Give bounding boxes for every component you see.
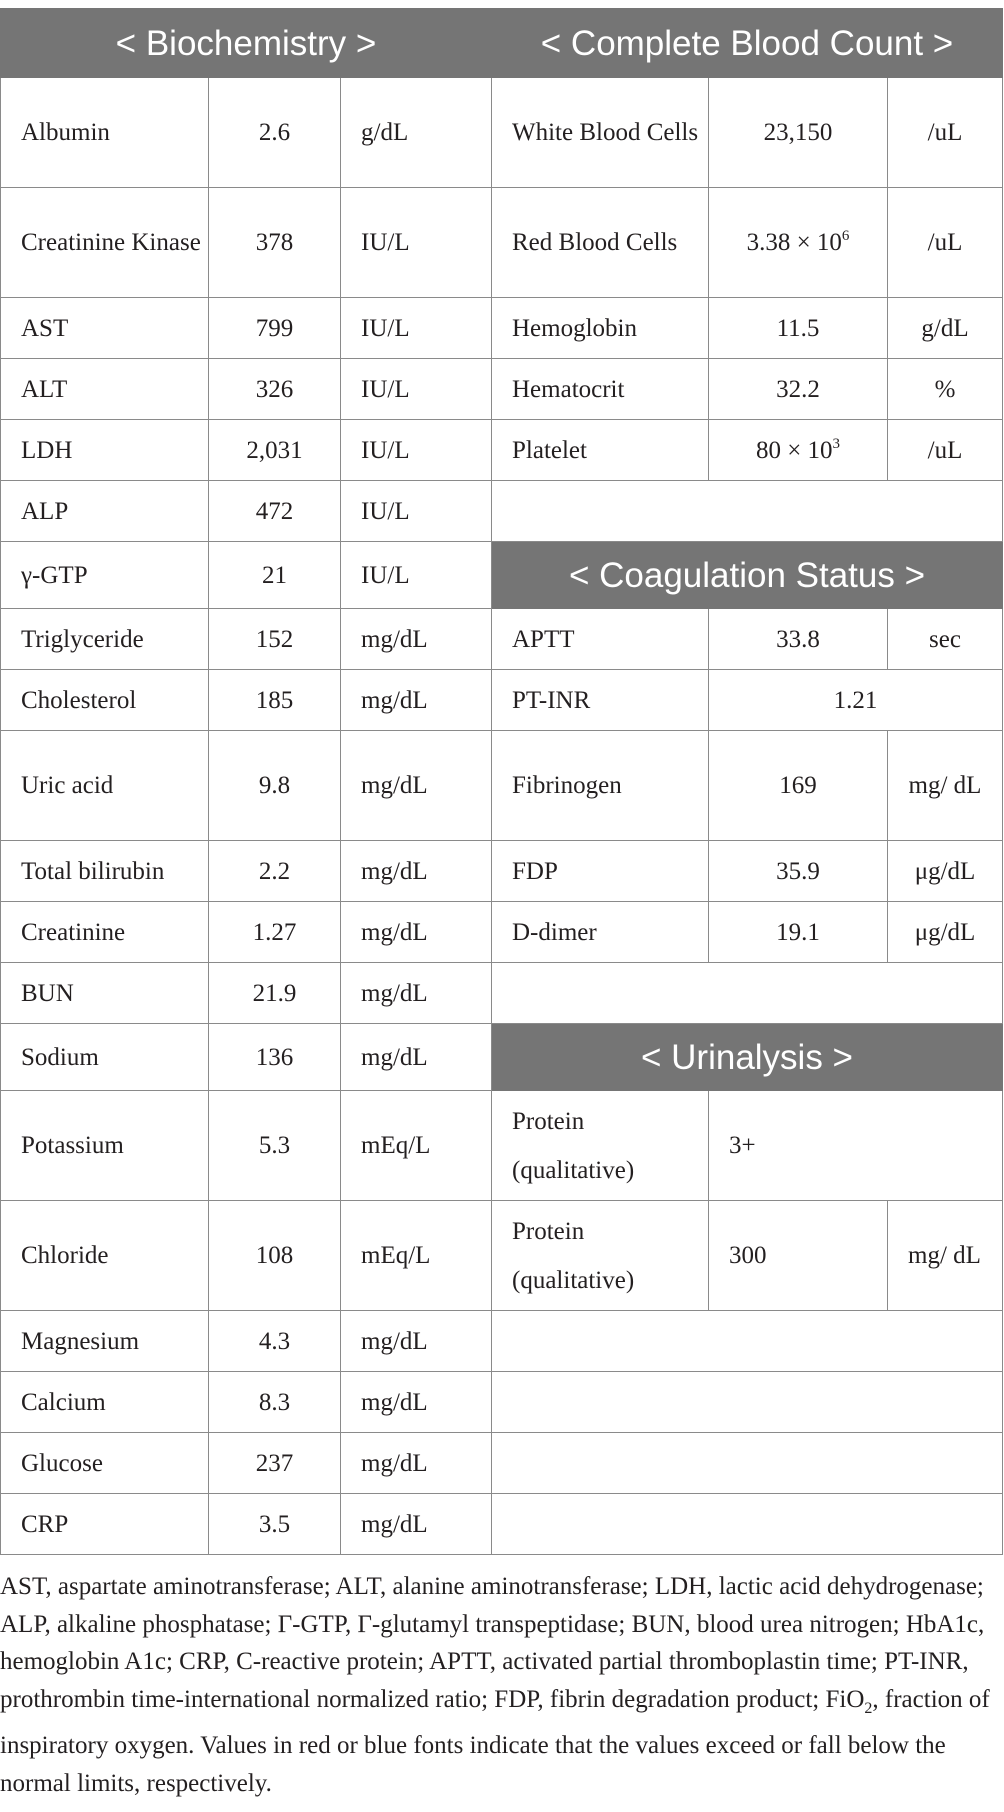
coag-name: APTT bbox=[492, 609, 709, 670]
biochem-value: 21 bbox=[209, 542, 341, 609]
empty-cell bbox=[492, 1311, 1003, 1372]
coag-value: 169 bbox=[709, 731, 888, 841]
table-row bbox=[1, 1311, 1003, 1372]
cbc-name: Hemoglobin bbox=[492, 298, 709, 359]
footnote-text-end: , fraction of inspiratory oxygen. Values in red or blue fonts indicate that the values exceed or fall below the normal limits, respectively. bbox=[0, 1685, 990, 1797]
table-row bbox=[1, 188, 1003, 298]
lab-results-table bbox=[0, 8, 1003, 1555]
cbc-value: 11.5 bbox=[709, 298, 888, 359]
biochem-name: ALP bbox=[1, 481, 209, 542]
biochem-name: BUN bbox=[1, 963, 209, 1024]
biochem-unit: mg/dL bbox=[341, 841, 492, 902]
biochem-name: Uric acid bbox=[1, 731, 209, 841]
cbc-value bbox=[709, 188, 888, 298]
table-row bbox=[1, 1494, 1003, 1555]
biochem-name: Total bilirubin bbox=[1, 841, 209, 902]
coag-unit: sec bbox=[888, 609, 1003, 670]
table-row bbox=[1, 902, 1003, 963]
biochem-value: 2,031 bbox=[209, 420, 341, 481]
table-row bbox=[1, 1372, 1003, 1433]
coag-unit: μg/dL bbox=[888, 841, 1003, 902]
table-row bbox=[1, 481, 1003, 542]
table-row bbox=[1, 1024, 1003, 1091]
biochem-unit: mg/dL bbox=[341, 902, 492, 963]
biochem-value: 1.27 bbox=[209, 902, 341, 963]
coag-name: FDP bbox=[492, 841, 709, 902]
biochem-name: ALT bbox=[1, 359, 209, 420]
biochem-value: 378 bbox=[209, 188, 341, 298]
coag-unit: mg/ dL bbox=[888, 731, 1003, 841]
cbc-value-base: 3.38 × 10 bbox=[746, 229, 842, 256]
biochem-name: LDH bbox=[1, 420, 209, 481]
cbc-header: < Complete Blood Count > bbox=[492, 9, 1003, 78]
biochem-value: 3.5 bbox=[209, 1494, 341, 1555]
cbc-name: Red Blood Cells bbox=[492, 188, 709, 298]
cbc-unit: /uL bbox=[888, 78, 1003, 188]
table-row bbox=[1, 731, 1003, 841]
biochem-value: 5.3 bbox=[209, 1091, 341, 1201]
lab-results-document bbox=[0, 8, 1002, 1555]
cbc-value bbox=[709, 420, 888, 481]
coag-value: 19.1 bbox=[709, 902, 888, 963]
biochem-name: AST bbox=[1, 298, 209, 359]
biochem-unit: IU/L bbox=[341, 359, 492, 420]
cbc-value-exponent: 6 bbox=[841, 228, 850, 244]
biochem-name: CRP bbox=[1, 1494, 209, 1555]
biochem-name: Triglyceride bbox=[1, 609, 209, 670]
biochem-value: 2.6 bbox=[209, 78, 341, 188]
biochem-name: Calcium bbox=[1, 1372, 209, 1433]
cbc-name: Hematocrit bbox=[492, 359, 709, 420]
cbc-unit: /uL bbox=[888, 188, 1003, 298]
table-row bbox=[1, 78, 1003, 188]
biochem-unit: mEq/L bbox=[341, 1091, 492, 1201]
coag-value: 35.9 bbox=[709, 841, 888, 902]
biochem-value: 9.8 bbox=[209, 731, 341, 841]
table-footnote bbox=[0, 1568, 1002, 1802]
biochem-unit: IU/L bbox=[341, 420, 492, 481]
urine-name: Protein (qualitative) bbox=[492, 1201, 709, 1311]
biochem-unit: mg/dL bbox=[341, 963, 492, 1024]
table-row bbox=[1, 841, 1003, 902]
empty-cell bbox=[492, 1433, 1003, 1494]
biochem-name: Magnesium bbox=[1, 1311, 209, 1372]
urine-value: 300 bbox=[709, 1201, 888, 1311]
biochem-value: 472 bbox=[209, 481, 341, 542]
coag-name: PT-INR bbox=[492, 670, 709, 731]
coag-name: D-dimer bbox=[492, 902, 709, 963]
biochem-unit: mg/dL bbox=[341, 609, 492, 670]
biochem-value: 326 bbox=[209, 359, 341, 420]
table-row bbox=[1, 1433, 1003, 1494]
biochem-unit: mg/dL bbox=[341, 670, 492, 731]
biochem-unit: IU/L bbox=[341, 542, 492, 609]
empty-cell bbox=[492, 963, 1003, 1024]
biochem-value: 21.9 bbox=[209, 963, 341, 1024]
footnote-text: AST, aspartate aminotransferase; ALT, alanine aminotransferase; LDH, lactic acid dehydrogenase; ALP, alkaline phosphatase; Γ-GTP, Γ-glutamyl transpeptidase; BUN, blood urea nitrogen; HbA1c, hemoglobin A1c; CRP, C-reactive protein; APTT, activated partial thromboplastin time; PT-INR, prothrombin time-international normalized ratio; FDP, fibrin degradation product; FiO bbox=[0, 1573, 985, 1713]
biochem-unit: IU/L bbox=[341, 481, 492, 542]
biochem-name: Glucose bbox=[1, 1433, 209, 1494]
empty-cell bbox=[492, 1494, 1003, 1555]
coag-name: Fibrinogen bbox=[492, 731, 709, 841]
table-row bbox=[1, 542, 1003, 609]
coag-value: 1.21 bbox=[709, 670, 1003, 731]
table-row bbox=[1, 670, 1003, 731]
biochem-name: Sodium bbox=[1, 1024, 209, 1091]
footnote-subscript: 2 bbox=[864, 1699, 873, 1717]
biochem-value: 2.2 bbox=[209, 841, 341, 902]
cbc-unit: /uL bbox=[888, 420, 1003, 481]
table-row bbox=[1, 359, 1003, 420]
coag-unit: μg/dL bbox=[888, 902, 1003, 963]
biochem-value: 185 bbox=[209, 670, 341, 731]
empty-cell bbox=[492, 1372, 1003, 1433]
biochem-name: Chloride bbox=[1, 1201, 209, 1311]
table-row bbox=[1, 1091, 1003, 1201]
biochem-value: 8.3 bbox=[209, 1372, 341, 1433]
cbc-value-base: 80 × 10 bbox=[755, 436, 833, 464]
empty-cell bbox=[492, 481, 1003, 542]
biochem-unit: mg/dL bbox=[341, 1311, 492, 1372]
biochem-value: 136 bbox=[209, 1024, 341, 1091]
urinalysis-header: < Urinalysis > bbox=[492, 1024, 1003, 1091]
biochem-value: 4.3 bbox=[209, 1311, 341, 1372]
biochem-name: Creatinine bbox=[1, 902, 209, 963]
biochem-value: 152 bbox=[209, 609, 341, 670]
table-row bbox=[1, 420, 1003, 481]
biochem-unit: mg/dL bbox=[341, 731, 492, 841]
biochem-value: 108 bbox=[209, 1201, 341, 1311]
table-row bbox=[1, 963, 1003, 1024]
biochem-name: Creatinine Kinase bbox=[1, 188, 209, 298]
urine-name: Protein (qualitative) bbox=[492, 1091, 709, 1201]
coag-value: 33.8 bbox=[709, 609, 888, 670]
cbc-value: 32.2 bbox=[709, 359, 888, 420]
biochem-unit: IU/L bbox=[341, 298, 492, 359]
biochem-unit: mg/dL bbox=[341, 1494, 492, 1555]
biochem-unit: mEq/L bbox=[341, 1201, 492, 1311]
cbc-unit: % bbox=[888, 359, 1003, 420]
biochem-value: 237 bbox=[209, 1433, 341, 1494]
urine-value: 3+ bbox=[709, 1091, 1003, 1201]
biochem-value: 799 bbox=[209, 298, 341, 359]
table-row bbox=[1, 609, 1003, 670]
biochemistry-header: < Biochemistry > bbox=[1, 9, 492, 78]
biochem-unit: g/dL bbox=[341, 78, 492, 188]
table-row bbox=[1, 1201, 1003, 1311]
biochem-unit: mg/dL bbox=[341, 1024, 492, 1091]
table-row bbox=[1, 298, 1003, 359]
biochem-unit: IU/L bbox=[341, 188, 492, 298]
urine-unit: mg/ dL bbox=[888, 1201, 1003, 1311]
biochem-name: Cholesterol bbox=[1, 670, 209, 731]
biochem-name: γ-GTP bbox=[1, 542, 209, 609]
biochem-name: Potassium bbox=[1, 1091, 209, 1201]
coagulation-header: < Coagulation Status > bbox=[492, 542, 1003, 609]
cbc-value-exponent: 3 bbox=[832, 435, 841, 452]
biochem-unit: mg/dL bbox=[341, 1372, 492, 1433]
cbc-unit: g/dL bbox=[888, 298, 1003, 359]
cbc-name: White Blood Cells bbox=[492, 78, 709, 188]
cbc-value: 23,150 bbox=[709, 78, 888, 188]
biochem-name: Albumin bbox=[1, 78, 209, 188]
cbc-name: Platelet bbox=[492, 420, 709, 481]
biochem-unit: mg/dL bbox=[341, 1433, 492, 1494]
